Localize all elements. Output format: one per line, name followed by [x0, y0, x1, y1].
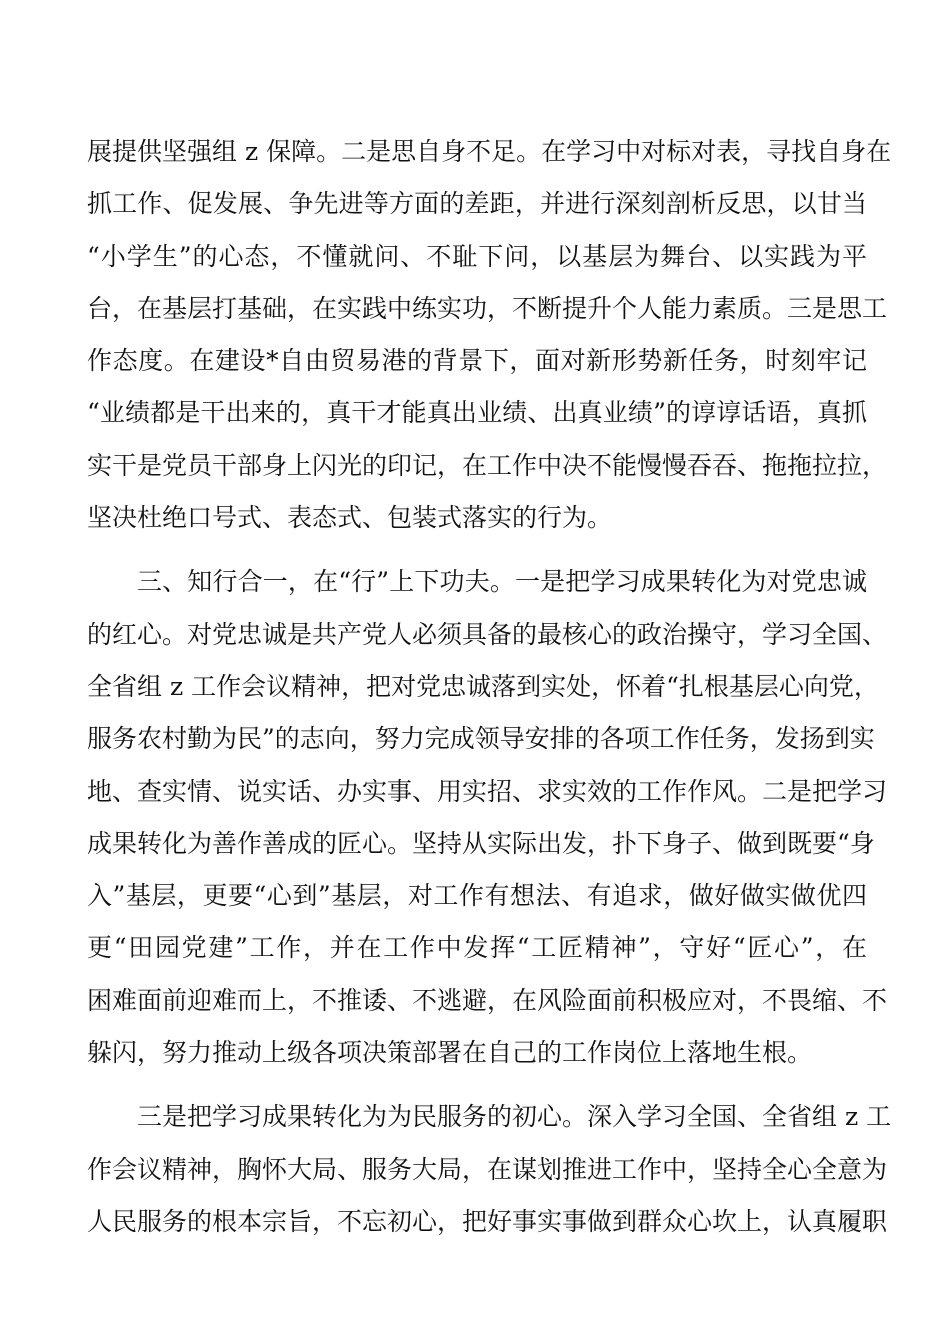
- text-line: 人民服务的根本宗旨，不忘初心，把好事实事做到群众心坎上，认真履职: [87, 1206, 888, 1236]
- text-line: 作会议精神，胸怀大局、服务大局，在谋划推进工作中，坚持全心全意为: [87, 1154, 888, 1184]
- text-line: 困难面前迎难而上，不推诿、不逃避，在风险面前积极应对，不畏缩、不: [87, 985, 888, 1015]
- text-line: 实干是党员干部身上闪光的印记，在工作中决不能慢慢吞吞、拖拖拉拉，: [87, 450, 888, 480]
- text-line: 三、知行合一，在“行”上下功夫。一是把学习成果转化为对党忠诚: [137, 567, 867, 597]
- text-line: 展提供坚强组 z 保障。二是思自身不足。在学习中对标对表，寻找自身在: [87, 137, 892, 166]
- text-line: 抓工作、促发展、争先进等方面的差距，并进行深刻剖析反思，以甘当: [87, 189, 867, 219]
- text-line: 三是把学习成果转化为为民服务的初心。深入学习全国、全省组 z 工: [137, 1102, 892, 1132]
- paragraph: [87, 126, 892, 544]
- paragraph-gap: [87, 1079, 867, 1091]
- text-line: 地、查实情、说实话、办实事、用实招、求实效的工作作风。二是把学习: [87, 776, 888, 806]
- text-line: 更“田园党建”工作，并在工作中发挥“工匠精神”，守好“匠心”，在: [87, 933, 867, 963]
- text-line: “业绩都是干出来的，真干才能真出业绩、出真业绩”的谆谆话语，真抓: [87, 398, 867, 428]
- text-line: 坚决杜绝口号式、表态式、包装式落实的行为。: [87, 503, 613, 533]
- paragraph: [87, 556, 888, 1079]
- text-line: 服务农村勤为民”的志向，努力完成领导安排的各项工作任务，发扬到实: [87, 724, 875, 754]
- text-line: 躲闪，努力推动上级各项决策部署在自己的工作岗位上落地生根。: [87, 1038, 813, 1068]
- text-line: 全省组 z 工作会议精神，把对党忠诚落到实处，怀着“扎根基层心向党，: [87, 671, 879, 701]
- document-body: [87, 126, 892, 1248]
- text-line: “小学生”的心态，不懂就问、不耻下问，以基层为舞台、以实践为平: [87, 241, 867, 271]
- paragraph: [87, 1091, 892, 1248]
- text-line: 作态度。在建设*自由贸易港的背景下，面对新形势新任务，时刻牢记: [87, 346, 867, 376]
- text-line: 台，在基层打基础，在实践中练实功，不断提升个人能力素质。三是思工: [87, 293, 888, 323]
- text-line: 的红心。对党忠诚是共产党人必须具备的最核心的政治操守，学习全国、: [87, 619, 888, 649]
- text-line: 成果转化为善作善成的匠心。坚持从实际出发，扑下身子、做到既要“身: [87, 828, 875, 858]
- text-line: 入”基层，更要“心到”基层，对工作有想法、有追求，做好做实做优四: [87, 881, 867, 911]
- paragraph-gap: [87, 544, 867, 556]
